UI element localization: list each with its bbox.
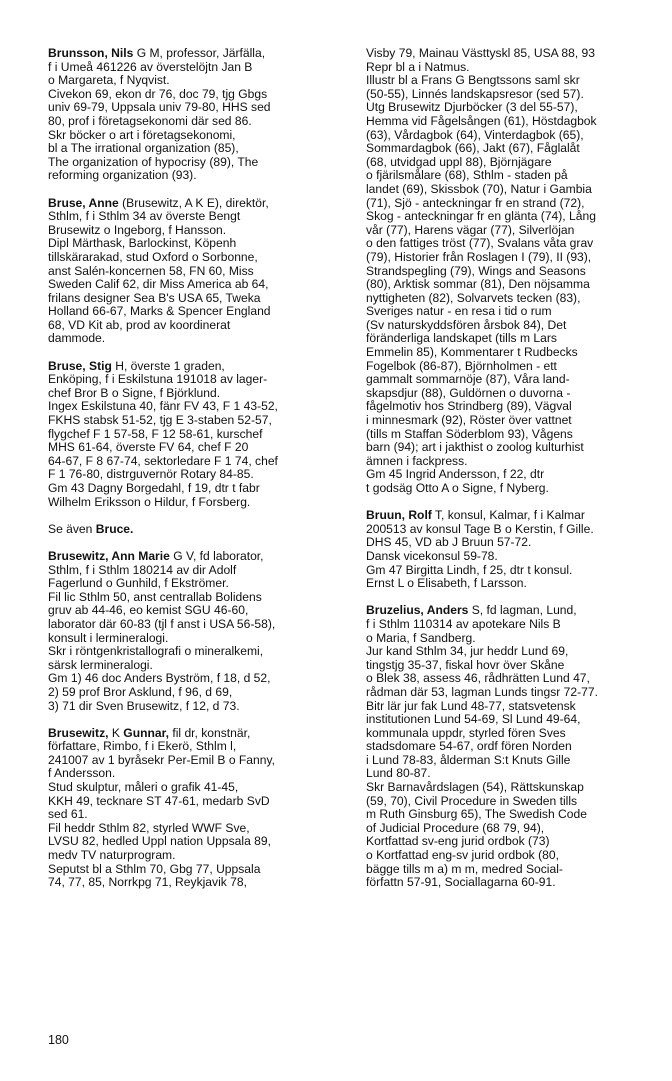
entry-line: m Ruth Ginsburg 65), The Swedish Code (366, 807, 587, 822)
entry-line: 74, 77, 85, Norrkpg 71, Reykjavik 78, (48, 875, 247, 890)
cross-reference (48, 523, 344, 537)
entry-line: Fil heddr Sthlm 82, styrled WWF Sve, (48, 820, 250, 835)
entry-line: tillskärarakad, stud Oxford o Sorbonne, (48, 249, 258, 264)
entry-line: landet (69), Skissbok (70), Natur i Gambia (366, 181, 592, 196)
entry-line: Gm 1) 46 doc Anders Byström, f 18, d 52, (48, 671, 271, 686)
entry-line: Brusewitz o Ingeborg, f Hansson. (48, 222, 227, 237)
entry-line: flygchef F 1 57-58, F 12 58-61, kurschef (48, 426, 263, 441)
entry-bruzelius-anders (366, 604, 664, 889)
entry-line: Fagerlund o Gunhild, f Ekströmer. (48, 576, 229, 591)
entry-line: The organization of hypocrisy (89), The (48, 154, 259, 169)
entry-line: o den fattiges tröst (77), Svalans våta grav (366, 236, 594, 251)
entry-line: (59, 70), Civil Procedure in Sweden tills (366, 793, 578, 808)
entry-text: S, fd lagman, Lund, (468, 603, 577, 618)
left-column (48, 47, 344, 903)
entry-line: författn 57-91, Sociallagarna 60-91. (366, 875, 556, 890)
entry-line: FKHS stabsk 51-52, tjg E 3-staben 52-57, (48, 413, 272, 428)
entry-line: laborator där 60-83 (tjl f anst i USA 56-58), (48, 616, 276, 631)
entry-line: Seputst bl a Sthlm 70, Gbg 77, Uppsala (48, 861, 261, 876)
entry-line: Stud skulptur, måleri o grafik 41-45, (48, 780, 239, 795)
entry-line: Dansk vicekonsul 59-78. (366, 548, 498, 563)
entry-line: bägge tills m a) m m, medred Social- (366, 861, 563, 876)
entry-line: bl a The irrational organization (85), (48, 141, 239, 156)
entry-line: 80, prof i företagsekonomi där sed 86. (48, 113, 252, 128)
entry-name: Brusewitz, (48, 725, 109, 740)
entry-line: Emmelin 85), Kommentarer t Rudbecks (366, 345, 578, 360)
entry-first-line (48, 360, 344, 374)
entry-line: MHS 61-64, överste FV 64, chef F 20 (48, 440, 249, 455)
entry-line: (80), Arktisk sommar (81), Den nöjsamma (366, 277, 590, 292)
entry-line: o Kortfattad eng-sv jurid ordbok (80, (366, 848, 559, 863)
entry-line: f i Sthlm 110314 av apotekare Nils B (366, 616, 561, 631)
entry-line: chef Bror B o Signe, f Björklund. (48, 385, 221, 400)
entry-line: Fil lic Sthlm 50, anst centrallab Bolidens (48, 589, 262, 604)
entry-bruse-anne (48, 197, 344, 347)
entry-line: Gm 45 Ingrid Andersson, f 22, dtr (366, 467, 545, 482)
entry-line: o Maria, f Sandberg. (366, 630, 476, 645)
entry-line: (68, utvidgad uppl 88), Björnjägare (366, 154, 552, 169)
entry-name: Bruzelius, Anders (366, 603, 469, 618)
entry-line: (79), Historier från Roslagen I (79), II (93), (366, 249, 592, 264)
cross-reference-target: Bruce. (95, 521, 134, 536)
entry-line: Utg Brusewitz Djurböcker (3 del 55-57), (366, 100, 578, 115)
entry-line: konsult i lermineralogi. (48, 630, 169, 645)
entry-text: H, överste 1 graden, (111, 358, 225, 373)
entry-line: F 1 76-80, distrguvernör Rotary 84-85. (48, 467, 254, 482)
entry-line: Enköping, f i Eskilstuna 191018 av lager- (48, 372, 268, 387)
entry-first-line (48, 727, 344, 741)
entry-line: Repr bl a i Natmus. (366, 59, 470, 74)
entry-line: gammalt sommarnöje (87), Våra land- (366, 372, 570, 387)
page-number: 180 (48, 1033, 69, 1047)
entry-line: Holland 66-67, Marks & Spencer England (48, 304, 271, 319)
entry-line: Lund 80-87. (366, 766, 431, 781)
entry-line: DHS 45, VD ab J Bruun 57-72. (366, 535, 532, 550)
entry-line: medv TV naturprogram. (48, 848, 176, 863)
entry-line: institutionen Lund 54-69, Sl Lund 49-64, (366, 712, 581, 727)
entry-line: skapsdjur (88), Guldörnen o duvorna - (366, 385, 571, 400)
entry-line: sed 61. (48, 807, 88, 822)
entry-line: (Sv naturskyddsfören årsbok 84), Det (366, 317, 567, 332)
entry-line: Skog - anteckningar fr en glänta (74), Lång (366, 209, 596, 224)
entry-line: Illustr bl a Frans G Bengtssons saml skr (366, 73, 580, 88)
entry-line: Skr Barnavårdslagen (54), Rättskunskap (366, 780, 584, 795)
entry-name: Brunsson, Nils (48, 46, 134, 60)
entry-line: Fogelbok (86-87), Björnholmen - ett (366, 358, 557, 373)
entry-line: Sthlm, f i Sthlm 34 av överste Bengt (48, 209, 241, 224)
entry-text: G M, professor, Järfälla, (133, 46, 266, 60)
entry-line: 68, VD Kit ab, prod av koordinerat (48, 317, 231, 332)
entry-line: Sthlm, f i Sthlm 180214 av dir Adolf (48, 562, 237, 577)
entry-line: tingstjg 35-37, fiskal hovr över Skåne (366, 657, 565, 672)
entry-line: f Andersson. (48, 766, 116, 781)
entry-brusewitz-gunnar (48, 727, 344, 890)
entry-line: Jur kand Sthlm 34, jur heddr Lund 69, (366, 644, 569, 659)
entry-line: Gm 43 Dagny Borgedahl, f 19, dtr t fabr (48, 481, 260, 495)
entry-line: dammode. (48, 331, 106, 346)
entry-line: 3) 71 dir Sven Brusewitz, f 12, d 73. (48, 698, 240, 713)
entry-line: författare, Rimbo, f i Ekerö, Sthlm l, (48, 739, 237, 754)
entry-name: Bruun, Rolf (366, 508, 432, 523)
entry-line: gruv ab 44-46, eo kemist SGU 46-60, (48, 603, 249, 618)
entry-text: T, konsul, Kalmar, f i Kalmar (431, 508, 585, 523)
entry-text: K (108, 725, 124, 740)
entry-line: KKH 49, tecknare ST 47-61, medarb SvD (48, 793, 270, 808)
entry-line: 2) 59 prof Bror Asklund, f 96, d 69, (48, 684, 233, 699)
entry-line: i minnesmark (92), Röster över vattnet (366, 413, 572, 428)
entry-line: 64-67, F 8 67-74, sektorledare F 1 74, chef (48, 453, 278, 468)
entry-line: o Margareta, f Nyqvist. (48, 73, 170, 88)
entry-line: Ingex Eskilstuna 40, fänr FV 43, F 1 43-52, (48, 399, 278, 414)
entry-line: (71), Sjö - anteckningar fr en strand (72), (366, 195, 585, 210)
entry-first-line (48, 47, 344, 61)
entry-line: Sweden Calif 62, dir Miss America ab 64, (48, 277, 269, 292)
entry-line: kommunala uppdr, styrled fören Sves (366, 725, 566, 740)
entry-line: i Lund 78-83, ålderman S:t Knuts Gille (366, 752, 571, 767)
entry-line: (50-55), Linnés landskapsresor (sed 57). (366, 86, 584, 101)
entry-line: särsk lermineralogi. (48, 657, 153, 672)
entry-line: barn (94); art i jakthist o zoolog kulturhist (366, 440, 584, 455)
entry-line: föränderliga landskapet (tills m Lars (366, 331, 557, 346)
entry-line: of Judicial Procedure (68 79, 94), (366, 820, 545, 835)
entry-line: Sveriges natur - en resa i tid o rum (366, 304, 552, 319)
entry-name: Bruse, Stig (48, 358, 112, 373)
entry-line: 241007 av 1 byråsekr Per-Emil B o Fanny, (48, 752, 275, 767)
right-column (366, 47, 664, 903)
entry-line: Hemma vid Fågelsången (61), Höstdagbok (366, 113, 597, 128)
entry-line: rådman där 53, lagman Lunds tingsr 72-77. (366, 684, 598, 699)
entry-text: (Brusewitz, A K E), direktör, (118, 195, 269, 210)
entry-line: Kortfattad sv-eng jurid ordbok (73) (366, 834, 550, 849)
entry-line: Skr böcker o art i företagsekonomi, (48, 127, 236, 142)
entry-line: Wilhelm Eriksson o Hildur, f Forsberg. (48, 494, 251, 509)
entry-line: Gm 47 Birgitta Lindh, f 25, dtr t konsul. (366, 562, 573, 577)
cross-reference-text: Se även (48, 521, 96, 536)
entry-line: frilans designer Sea B's USA 65, Tweka (48, 290, 261, 305)
entry-brusewitz-ann-marie (48, 550, 344, 713)
entry-line: Dipl Märthask, Barlockinst, Köpenh (48, 236, 237, 251)
entry-name: Brusewitz, Ann Marie (48, 548, 170, 563)
entry-line: nyttigheten (82), Solvarvets tecken (83), (366, 290, 581, 305)
entry-first-line (48, 550, 344, 564)
entry-bruun-rolf (366, 509, 664, 591)
entry-line: o Blek 38, assess 46, rådhrätten Lund 47, (366, 671, 590, 686)
entry-line: LVSU 82, hedled Uppl nation Uppsala 89, (48, 834, 271, 849)
entry-line: o fjärilsmålare (68), Sthlm - staden på (366, 168, 568, 183)
entry-brunsson-nils (48, 47, 344, 183)
entry-line: ämnen i fackpress. (366, 453, 468, 468)
entry-text: G V, fd laborator, (169, 548, 264, 563)
entry-first-line (366, 509, 664, 523)
entry-first-line (48, 197, 344, 211)
entry-name-given: Gunnar, (123, 725, 169, 740)
entry-line: Sommardagbok (66), Jakt (67), Fåglalåt (366, 141, 580, 156)
entry-line: Ernst L o Elisabeth, f Larsson. (366, 576, 527, 591)
entry-line: Visby 79, Mainau Västtyskl 85, USA 88, 93 (366, 46, 596, 60)
entry-name: Bruse, Anne (48, 195, 119, 210)
entry-line: t godsäg Otto A o Signe, f Nyberg. (366, 481, 549, 495)
cross-reference-line (48, 523, 344, 537)
entry-line: Strandspegling (79), Wings and Seasons (366, 263, 586, 278)
entry-first-line (366, 604, 664, 618)
entry-text: fil dr, konstnär, (168, 725, 251, 740)
entry-line: Bitr lär jur fak Lund 48-77, statsvetensk (366, 698, 576, 713)
entry-line: reforming organization (93). (48, 168, 197, 183)
entry-line: f i Umeå 461226 av överstelöjtn Jan B (48, 59, 253, 74)
entry-line: (tills m Staffan Söderblom 93), Vågens (366, 426, 573, 441)
entry-line: (63), Vårdagbok (64), Vinterdagbok (65), (366, 127, 584, 142)
entry-line: Civekon 69, ekon dr 76, doc 79, tjg Gbgs (48, 86, 268, 101)
entry-bruse-stig (48, 360, 344, 510)
entry-line: stadsdomare 54-67, ordf fören Norden (366, 739, 572, 754)
entry-line: Skr i röntgenkristallografi o mineralkemi, (48, 644, 264, 659)
entry-line: vår (77), Harens vägar (77), Silverlöjan (366, 222, 575, 237)
entry-line: anst Salén-koncernen 58, FN 60, Miss (48, 263, 254, 278)
entry-line: univ 69-79, Uppsala univ 79-80, HHS sed (48, 100, 271, 115)
entry-continuation (366, 47, 664, 496)
entry-line: 200513 av konsul Tage B o Kerstin, f Gille. (366, 521, 594, 536)
entry-line: fågelmotiv hos Strindberg (89), Vägval (366, 399, 572, 414)
